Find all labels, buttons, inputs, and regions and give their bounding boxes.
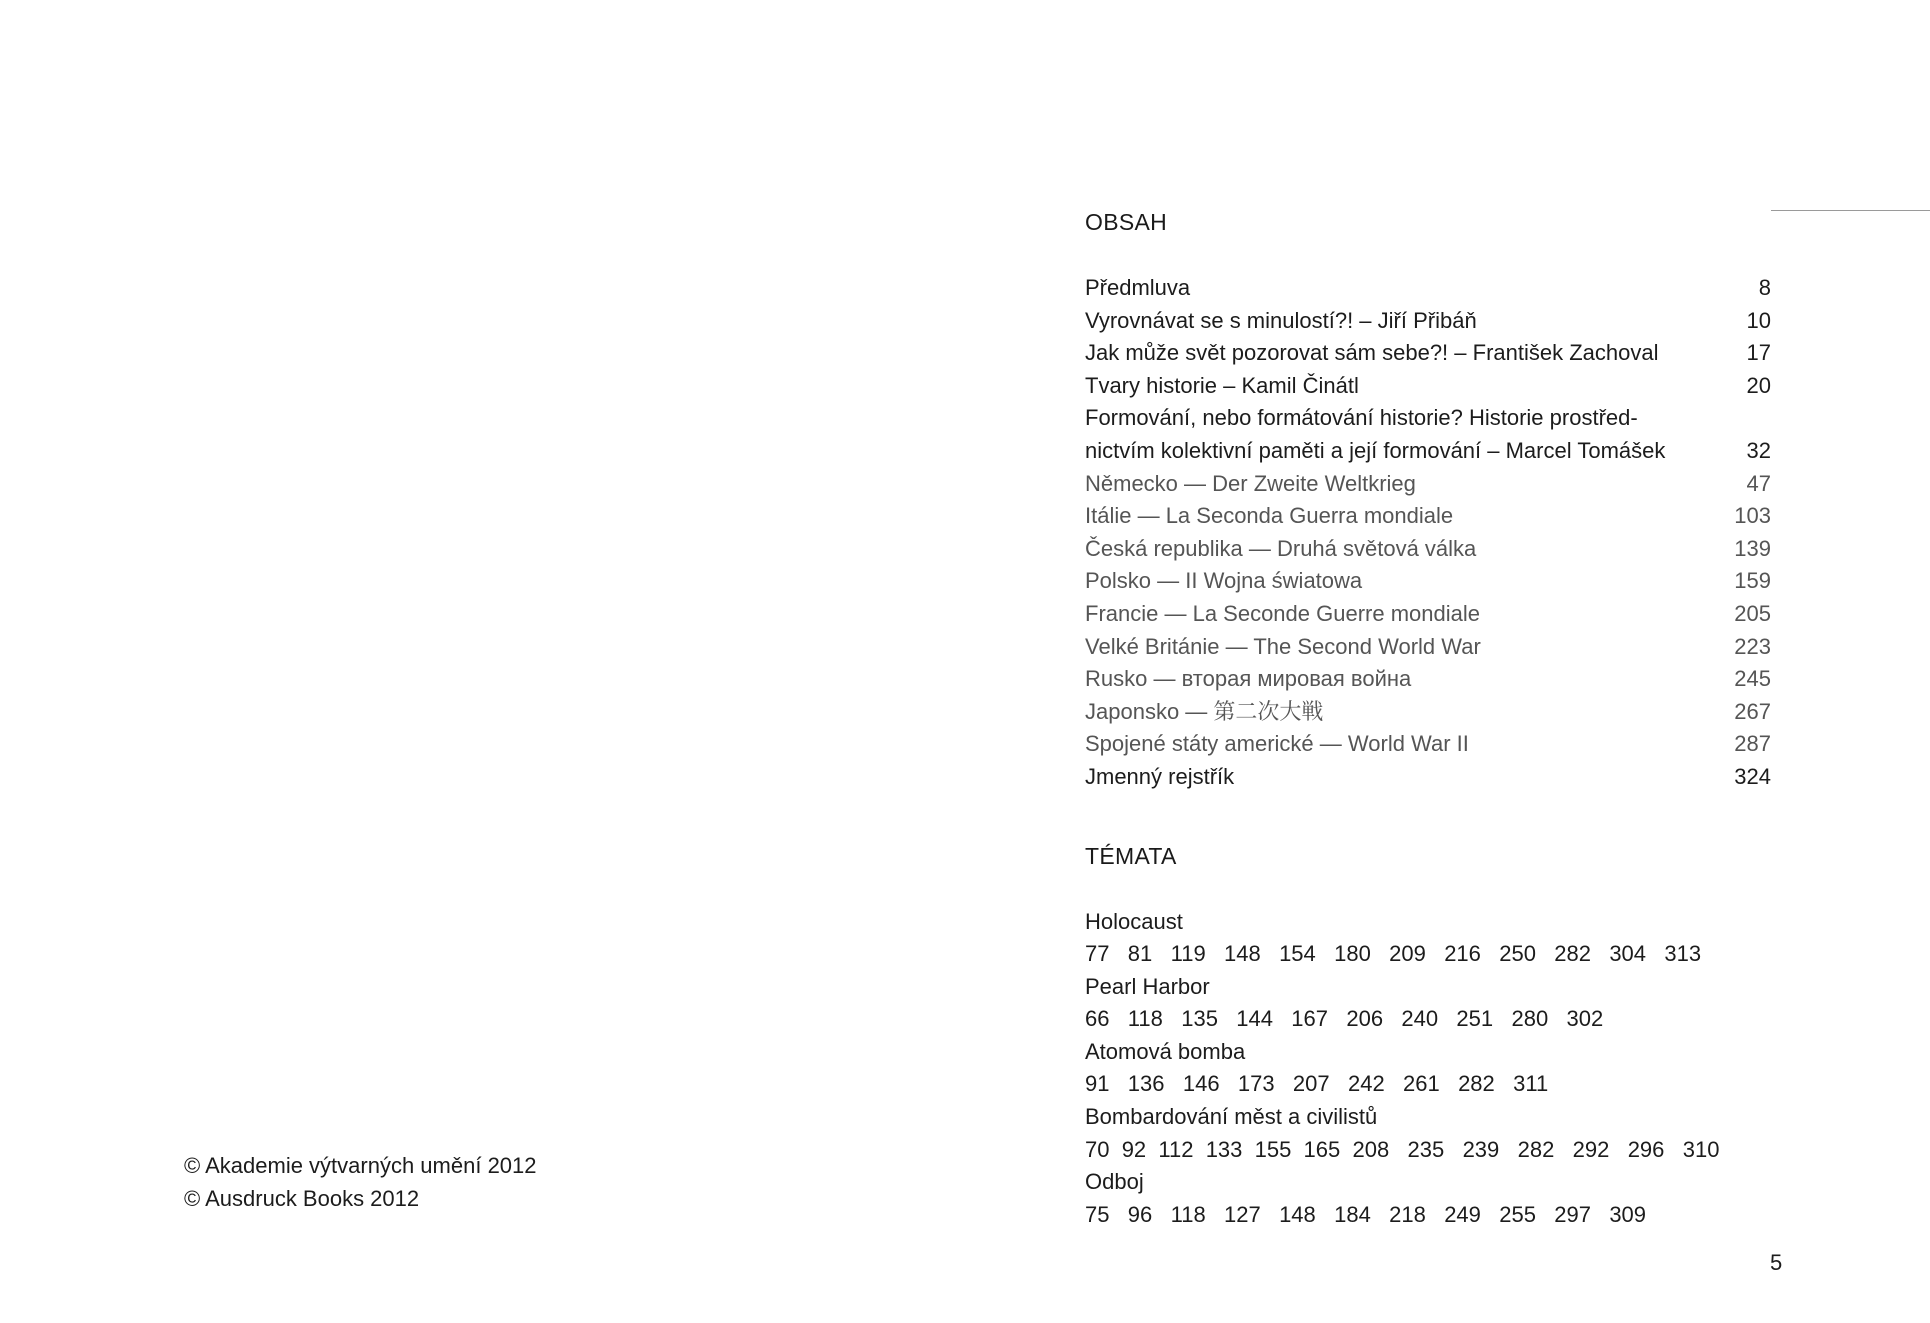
toc-entry[interactable] bbox=[1085, 500, 1771, 533]
toc-entry[interactable] bbox=[1085, 565, 1771, 598]
toc-entry-title: Česká republika — Druhá světová válka bbox=[1085, 535, 1477, 561]
topic-label: Pearl Harbor bbox=[1085, 973, 1210, 999]
toc-entry-title: Jak může svět pozorovat sám sebe?! – František Zachoval bbox=[1085, 340, 1659, 366]
topic-pages: 70 92 112 133 155 165 208 235 239 282 292 296 310 bbox=[1085, 1136, 1720, 1162]
copyright-line: © Akademie výtvarných umění 2012 bbox=[184, 1153, 537, 1178]
topic-label: Holocaust bbox=[1085, 908, 1183, 934]
topic-pages: 91 136 146 173 207 242 261 282 311 bbox=[1085, 1071, 1549, 1097]
toc-entry-page: 287 bbox=[1734, 731, 1771, 757]
topic-pages: 66 118 135 144 167 206 240 251 280 302 bbox=[1085, 1006, 1604, 1032]
copyright-notice bbox=[184, 1149, 537, 1215]
toc-entry-title: Francie — La Seconde Guerre mondiale bbox=[1085, 600, 1480, 626]
toc-entry-title: Japonsko — 第二次大戦 bbox=[1085, 698, 1324, 724]
toc-entry-page: 47 bbox=[1746, 470, 1771, 496]
toc-entry-page: 245 bbox=[1734, 666, 1771, 692]
toc-entry-page: 159 bbox=[1734, 568, 1771, 594]
toc-entry[interactable] bbox=[1085, 696, 1771, 729]
toc-entry-title: Rusko — вторая мировая война bbox=[1085, 666, 1412, 692]
toc-heading: OBSAH bbox=[1085, 209, 1168, 235]
topics-heading: TÉMATA bbox=[1085, 842, 1177, 869]
toc-entry[interactable] bbox=[1085, 631, 1771, 664]
header-rule bbox=[1771, 210, 1930, 211]
toc-entry[interactable] bbox=[1085, 728, 1771, 761]
toc-entry[interactable] bbox=[1085, 337, 1771, 370]
toc-entry-page: 223 bbox=[1734, 633, 1771, 659]
topic-label: Odboj bbox=[1085, 1169, 1144, 1195]
toc-entry-page: 10 bbox=[1746, 307, 1771, 333]
toc-entry-page: 32 bbox=[1746, 437, 1771, 463]
toc-entry-page: 103 bbox=[1734, 503, 1771, 529]
toc-entry[interactable] bbox=[1085, 663, 1771, 696]
topic-label: Atomová bomba bbox=[1085, 1038, 1246, 1064]
toc-entry-page: 17 bbox=[1746, 340, 1771, 366]
toc-entry[interactable] bbox=[1085, 533, 1771, 566]
toc-entry-title: Velké Británie — The Second World War bbox=[1085, 633, 1481, 659]
toc-entry-title: Předmluva bbox=[1085, 275, 1191, 300]
page-number: 5 bbox=[1770, 1250, 1783, 1275]
toc-entry-title: Spojené státy americké — World War II bbox=[1085, 731, 1469, 757]
toc-entry-title: Itálie — La Seconda Guerra mondiale bbox=[1085, 503, 1454, 529]
toc-entry-title: Polsko — II Wojna światowa bbox=[1085, 568, 1363, 594]
toc-entry[interactable] bbox=[1085, 402, 1771, 467]
toc-entry-page: 324 bbox=[1734, 763, 1771, 789]
toc-entry-page: 20 bbox=[1746, 372, 1771, 398]
toc-entry-page: 205 bbox=[1734, 600, 1771, 626]
toc-entry[interactable] bbox=[1085, 761, 1771, 794]
toc-entry-page: 267 bbox=[1734, 698, 1771, 724]
toc-entry-title: Tvary historie – Kamil Činátl bbox=[1085, 372, 1359, 398]
toc-entry[interactable] bbox=[1085, 468, 1771, 501]
table-of-contents bbox=[1085, 205, 1771, 1231]
toc-entries bbox=[1085, 272, 1771, 794]
toc-entry[interactable] bbox=[1085, 305, 1771, 338]
toc-entry-title: Jmenný rejstřík bbox=[1085, 763, 1235, 789]
toc-entry-title: Německo — Der Zweite Weltkrieg bbox=[1085, 470, 1416, 496]
toc-entry-title: Vyrovnávat se s minulostí?! – Jiří Přibáň bbox=[1085, 307, 1477, 333]
topic-pages: 75 96 118 127 148 184 218 249 255 297 309 bbox=[1085, 1201, 1647, 1227]
toc-entry[interactable] bbox=[1085, 598, 1771, 631]
toc-entry[interactable] bbox=[1085, 272, 1771, 305]
topics-list bbox=[1085, 906, 1771, 1232]
toc-entry-title: Formování, nebo formátování historie? Historie prostřed- nictvím kolektivní paměti a její formování – Marcel Tomášek bbox=[1085, 405, 1666, 463]
copyright-line: © Ausdruck Books 2012 bbox=[184, 1186, 420, 1211]
toc-entry-page: 139 bbox=[1734, 535, 1771, 561]
topic-label: Bombardování měst a civilistů bbox=[1085, 1104, 1378, 1130]
toc-entry[interactable] bbox=[1085, 370, 1771, 403]
toc-entry-page: 8 bbox=[1758, 275, 1771, 300]
topic-pages: 77 81 119 148 154 180 209 216 250 282 304 313 bbox=[1085, 941, 1702, 967]
